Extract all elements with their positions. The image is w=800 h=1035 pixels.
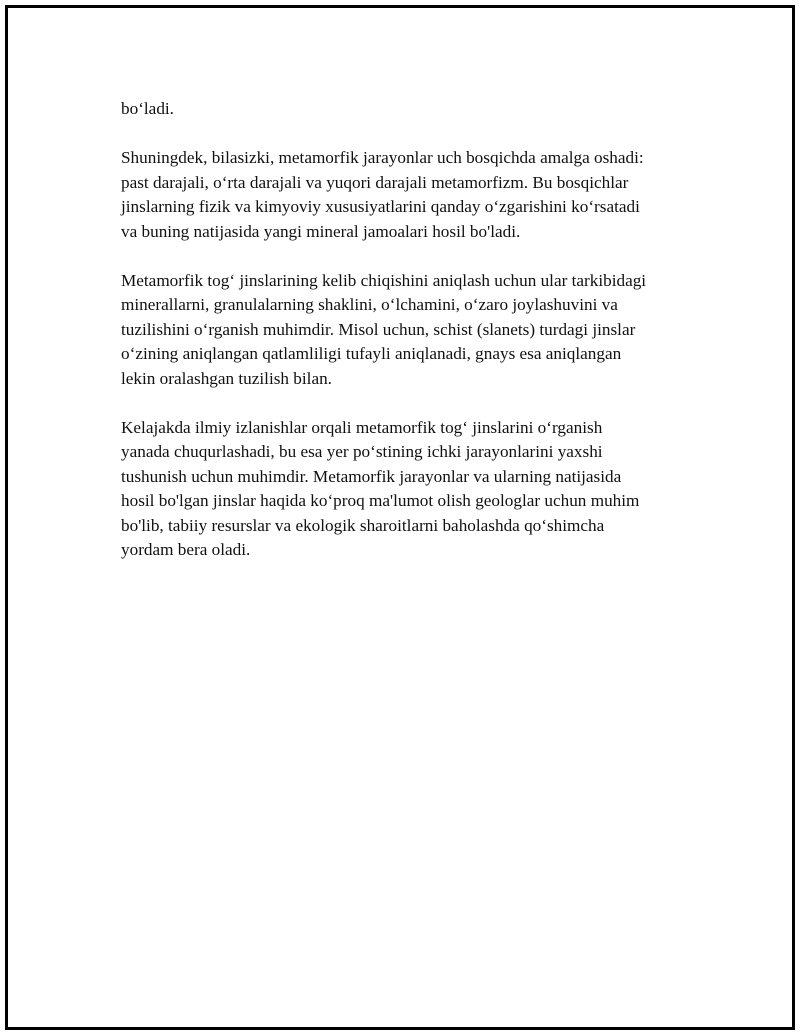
paragraph-4: [121, 416, 701, 563]
text-line: bo‘ladi.: [121, 99, 174, 118]
text-line: va buning natijasida yangi mineral jamoalari hosil bo'ladi.: [121, 221, 521, 241]
paragraph-3: [121, 269, 701, 392]
text-line: hosil bo'lgan jinslar haqida ko‘proq ma'lumot olish geologlar uchun muhim: [121, 491, 640, 510]
paragraph-1: [121, 97, 701, 122]
text-line: lekin oralashgan tuzilish bilan.: [121, 368, 332, 388]
page-frame: [5, 5, 795, 1030]
page-content: [121, 97, 701, 587]
text-line: yanada chuqurlashadi, bu esa yer po‘stining ichki jarayonlarini yaxshi: [121, 442, 603, 461]
text-line: jinslarning fizik va kimyoviy xususiyatlarini qanday o‘zgarishini ko‘rsatadi: [121, 197, 640, 216]
paragraph-2: [121, 146, 701, 244]
text-line: tuzilishini o‘rganish muhimdir. Misol uchun, schist (slanets) turdagi jinslar: [121, 319, 636, 339]
text-line: bo'lib, tabiiy resurslar va ekologik sharoitlarni baholashda qo‘shimcha: [121, 515, 605, 535]
text-line: yordam bera oladi.: [121, 540, 251, 559]
text-line: Kelajakda ilmiy izlanishlar orqali metamorfik tog‘ jinslarini o‘rganish: [121, 417, 603, 437]
text-line: Metamorfik tog‘ jinslarining kelib chiqishini aniqlash uchun ular tarkibidagi: [121, 270, 647, 290]
text-line: Shuningdek, bilasizki, metamorfik jarayonlar uch bosqichda amalga oshadi:: [121, 148, 644, 167]
text-line: o‘zining aniqlangan qatlamliligi tufayli aniqlanadi, gnays esa aniqlangan: [121, 344, 622, 363]
text-line: tushunish uchun muhimdir. Metamorfik jarayonlar va ularning natijasida: [121, 466, 622, 486]
text-line: past darajali, o‘rta darajali va yuqori darajali metamorfizm. Bu bosqichlar: [121, 172, 629, 192]
text-line: minerallarni, granulalarning shaklini, o‘lchamini, o‘zaro joylashuvini va: [121, 295, 618, 314]
